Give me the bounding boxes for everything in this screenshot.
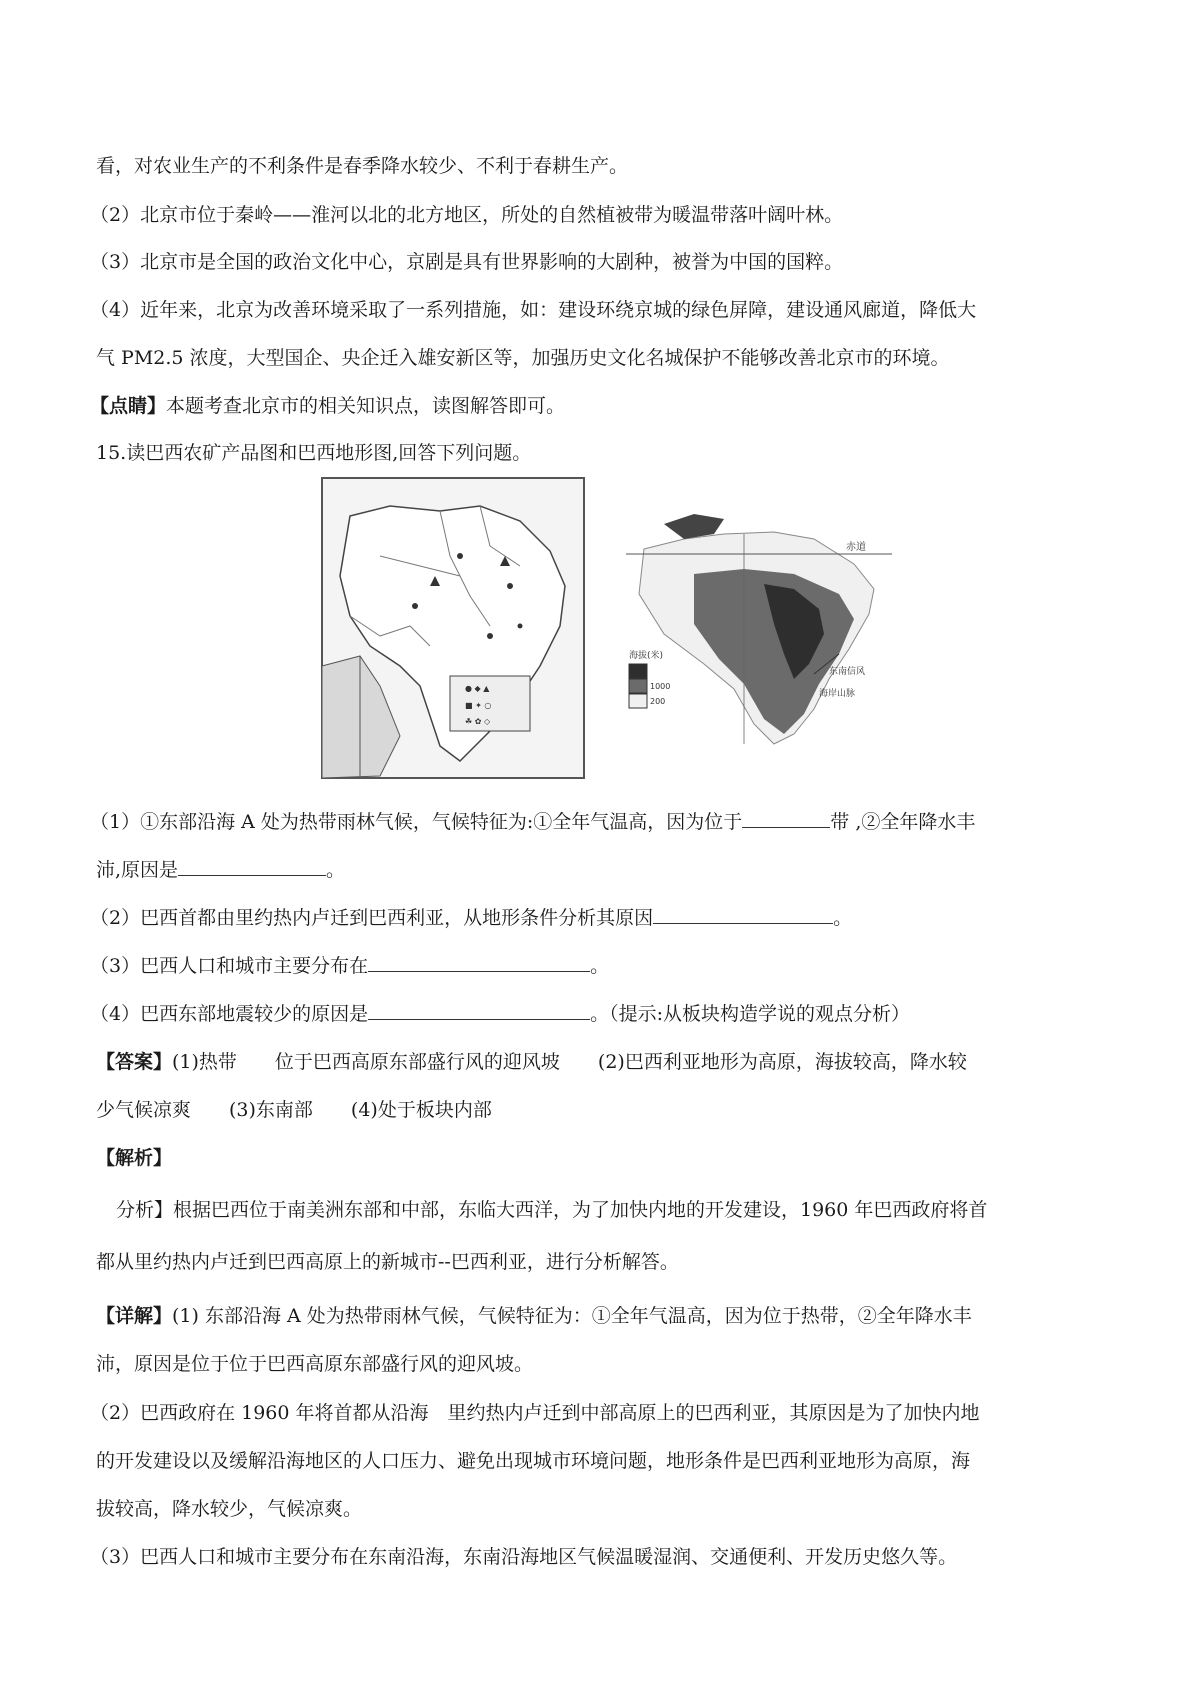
answer-label: 【答案】 [96, 1051, 173, 1073]
fenxi-line-b: 都从里约热内卢迁到巴西高原上的新城市--巴西利亚，进行分析解答。 [96, 1251, 679, 1273]
svg-text:☘ ✿ ◇: ☘ ✿ ◇ [465, 717, 491, 726]
answer-blank-2[interactable] [178, 853, 326, 876]
dianjing-label: 【点睛】 [90, 395, 167, 417]
xiangjie-text-a: (1) 东部沿海 A 处为热带雨林气候，气候特征为：①全年气温高，因为位于热带，②全年降水丰 [172, 1305, 972, 1327]
text-line: （2）北京市位于秦岭——淮河以北的北方地区，所处的自然植被带为暖温带落叶阔叶林。 [90, 204, 844, 226]
q1-line-a [90, 802, 1098, 842]
q2-line [90, 898, 1098, 938]
question-15-title: 15.读巴西农矿产品图和巴西地形图,回答下列问题。 [96, 442, 532, 464]
xj2-line-a: （2）巴西政府在 1960 年将首都从沿海 里约热内卢迁到中部高原上的巴西利亚，其原因是为了加快内地 [90, 1402, 980, 1424]
q2-post: 。 [833, 907, 853, 929]
legend-1000: 1000 [650, 682, 671, 691]
wind-label: 东南信风 [829, 667, 866, 677]
q3-line [90, 946, 1098, 986]
q1-line-b [96, 850, 1104, 890]
jiexi-label-text: 【解析】 [96, 1147, 173, 1169]
legend-title: 海拔(米) [629, 651, 664, 661]
q4-text: （4）巴西东部地震较少的原因是 [90, 1003, 369, 1025]
text-line: （3）北京市是全国的政治文化中心，京剧是具有世界影响的大剧种，被誉为中国的国粹。 [90, 251, 844, 273]
xj3-line: （3）巴西人口和城市主要分布在东南沿海，东南沿海地区气候温暖湿润、交通便利、开发历史悠久等。 [90, 1546, 958, 1568]
q3-text: （3）巴西人口和城市主要分布在 [90, 955, 369, 977]
q4-post: 。（提示:从板块构造学说的观点分析） [590, 1003, 910, 1025]
legend-200: 200 [650, 697, 666, 706]
xiangjie-line-b: 沛，原因是位于位于巴西高原东部盛行风的迎风坡。 [96, 1353, 534, 1375]
answer-blank-3[interactable] [653, 901, 833, 924]
text-line: 气 PM2.5 浓度，大型国企、央企迁入雄安新区等，加强历史文化名城保护不能够改善北京市的环境。 [96, 347, 950, 369]
jiexi-label [96, 1138, 1104, 1178]
answer-blank-1[interactable] [742, 805, 830, 828]
brazil-terrain-map [624, 514, 894, 756]
xj2-line-b: 的开发建设以及缓解沿海地区的人口压力、避免出现城市环境问题，地形条件是巴西利亚地形为高原，海 [96, 1450, 971, 1472]
answer-text-a: (1)热带 位于巴西高原东部盛行风的迎风坡 (2)巴西利亚地形为高原，海拔较高，降水较 [172, 1051, 967, 1073]
text-line: 看，对农业生产的不利条件是春季降水较少、不利于春耕生产。 [96, 155, 629, 177]
svg-text:● ◆ ▲: ● ◆ ▲ [465, 684, 490, 693]
q1a-text: （1）①东部沿海 A 处为热带雨林气候，气候特征为:①全年气温高，因为位于 [90, 811, 743, 833]
coast-mountain-label: 海岸山脉 [819, 689, 856, 699]
brazil-products-map [320, 476, 588, 786]
q1a-post: 带 ,②全年降水丰 [830, 811, 976, 833]
answer-blank-5[interactable] [368, 997, 590, 1020]
text-line: （4）近年来，北京为改善环境采取了一系列措施，如：建设环绕京城的绿色屏障，建设通风廊道，降低大 [90, 299, 977, 321]
q2-text: （2）巴西首都由里约热内卢迁到巴西利亚，从地形条件分析其原因 [90, 907, 654, 929]
equator-label: 赤道 [846, 542, 866, 553]
answer-blank-4[interactable] [368, 949, 590, 972]
q1b-text: 沛,原因是 [96, 859, 179, 881]
xiangjie-label: 【详解】 [96, 1305, 173, 1327]
terrain-map-graphic [624, 514, 894, 756]
fenxi-line-a: 分析】根据巴西位于南美洲东部和中部，东临大西洋，为了加快内地的开发建设，1960 年巴西政府将首 [116, 1199, 988, 1221]
answer-line-b: 少气候凉爽 (3)东南部 (4)处于板块内部 [96, 1099, 492, 1121]
q1b-post: 。 [326, 859, 346, 881]
xiangjie-line-a [96, 1296, 1104, 1336]
products-map-graphic [320, 476, 588, 786]
answer-line-a [96, 1042, 1104, 1082]
dianjing-text: 本题考查北京市的相关知识点，读图解答即可。 [166, 395, 566, 417]
svg-text:■ ✦ ○: ■ ✦ ○ [465, 701, 492, 710]
q4-line [90, 994, 1098, 1034]
dianjing-paragraph [90, 386, 1098, 426]
xj2-line-c: 拔较高，降水较少，气候凉爽。 [96, 1498, 363, 1520]
q3-post: 。 [590, 955, 610, 977]
